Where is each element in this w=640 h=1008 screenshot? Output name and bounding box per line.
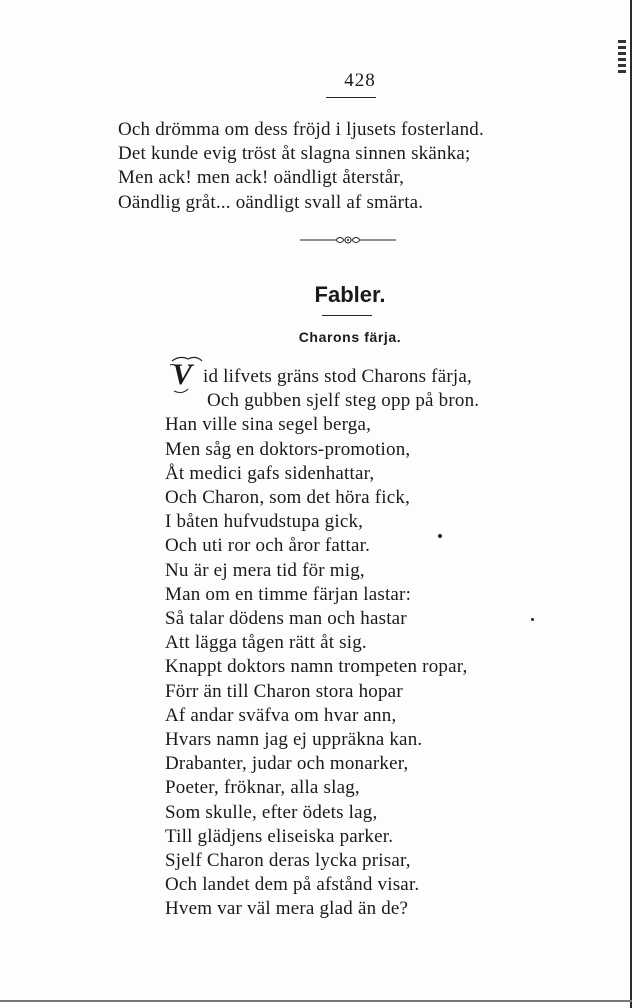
verse-line: Af andar sväfva om hvar ann, [165,704,397,726]
page-edge-bottom [0,1000,632,1002]
verse-line: Man om en timme färjan lastar: [165,583,412,605]
verse-line: Som skulle, efter ödets lag, [165,801,378,823]
top-stanza [118,118,484,215]
verse-line: Det kunde evig tröst åt slagna sinnen skänka; [118,143,471,165]
verse-line: Men ack! men ack! oändligt återstår, [118,167,405,189]
verse-line: Men såg en doktors-promotion, [165,438,411,460]
drop-cap-letter: V [172,358,193,391]
verse-line: Hvars namn jag ej uppräkna kan. [165,729,423,751]
section-title: Fabler. [314,282,386,307]
verse-line: Åt medici gafs sidenhattar, [165,462,375,484]
verse-line: Drabanter, judar och monarker, [165,753,409,775]
verse-line: Och drömma om dess fröjd i ljusets fosterland. [118,119,484,140]
verse-line: Förr än till Charon stora hopar [165,680,403,702]
verse-line: Och Charon, som det höra fick, [165,487,411,509]
verse-line: Hvem var väl mera glad än de? [165,898,409,920]
ink-speck [438,534,442,538]
verse-line: Oändlig gråt... oändligt svall af smärta. [118,191,424,213]
page-edge-right [630,0,632,1008]
page-number: 428 [344,70,376,91]
page-number-rule [326,97,376,98]
verse-line: Poeter, fröknar, alla slag, [165,777,360,799]
scan-edge-mark [618,40,626,76]
verse-line: I båten hufvudstupa gick, [165,511,364,533]
ink-speck [531,618,534,621]
verse-line: Nu är ej mera tid för mig, [165,559,365,581]
verse-line: Och uti ror och åror fattar. [165,535,371,557]
poem-title: Charons färja. [298,329,402,345]
verse-line: Och gubben sjelf steg opp på bron. [207,390,480,412]
verse-line: Så talar dödens man och hastar [165,608,407,630]
verse-line: Han ville sina segel berga, [165,414,372,436]
verse-line: Till glädjens eliseiska parker. [165,825,394,847]
verse-line: Och landet dem på afstånd visar. [165,874,420,896]
ornament-divider-icon [298,232,398,248]
verse-line: Sjelf Charon deras lycka prisar, [165,850,411,872]
poem-body [165,365,479,922]
verse-line: Knappt doktors namn trompeten ropar, [165,656,468,678]
verse-line: Att lägga tågen rätt åt sig. [165,632,367,654]
verse-line: id lifvets gräns stod Charons färja, [203,366,472,387]
section-rule [322,315,372,316]
